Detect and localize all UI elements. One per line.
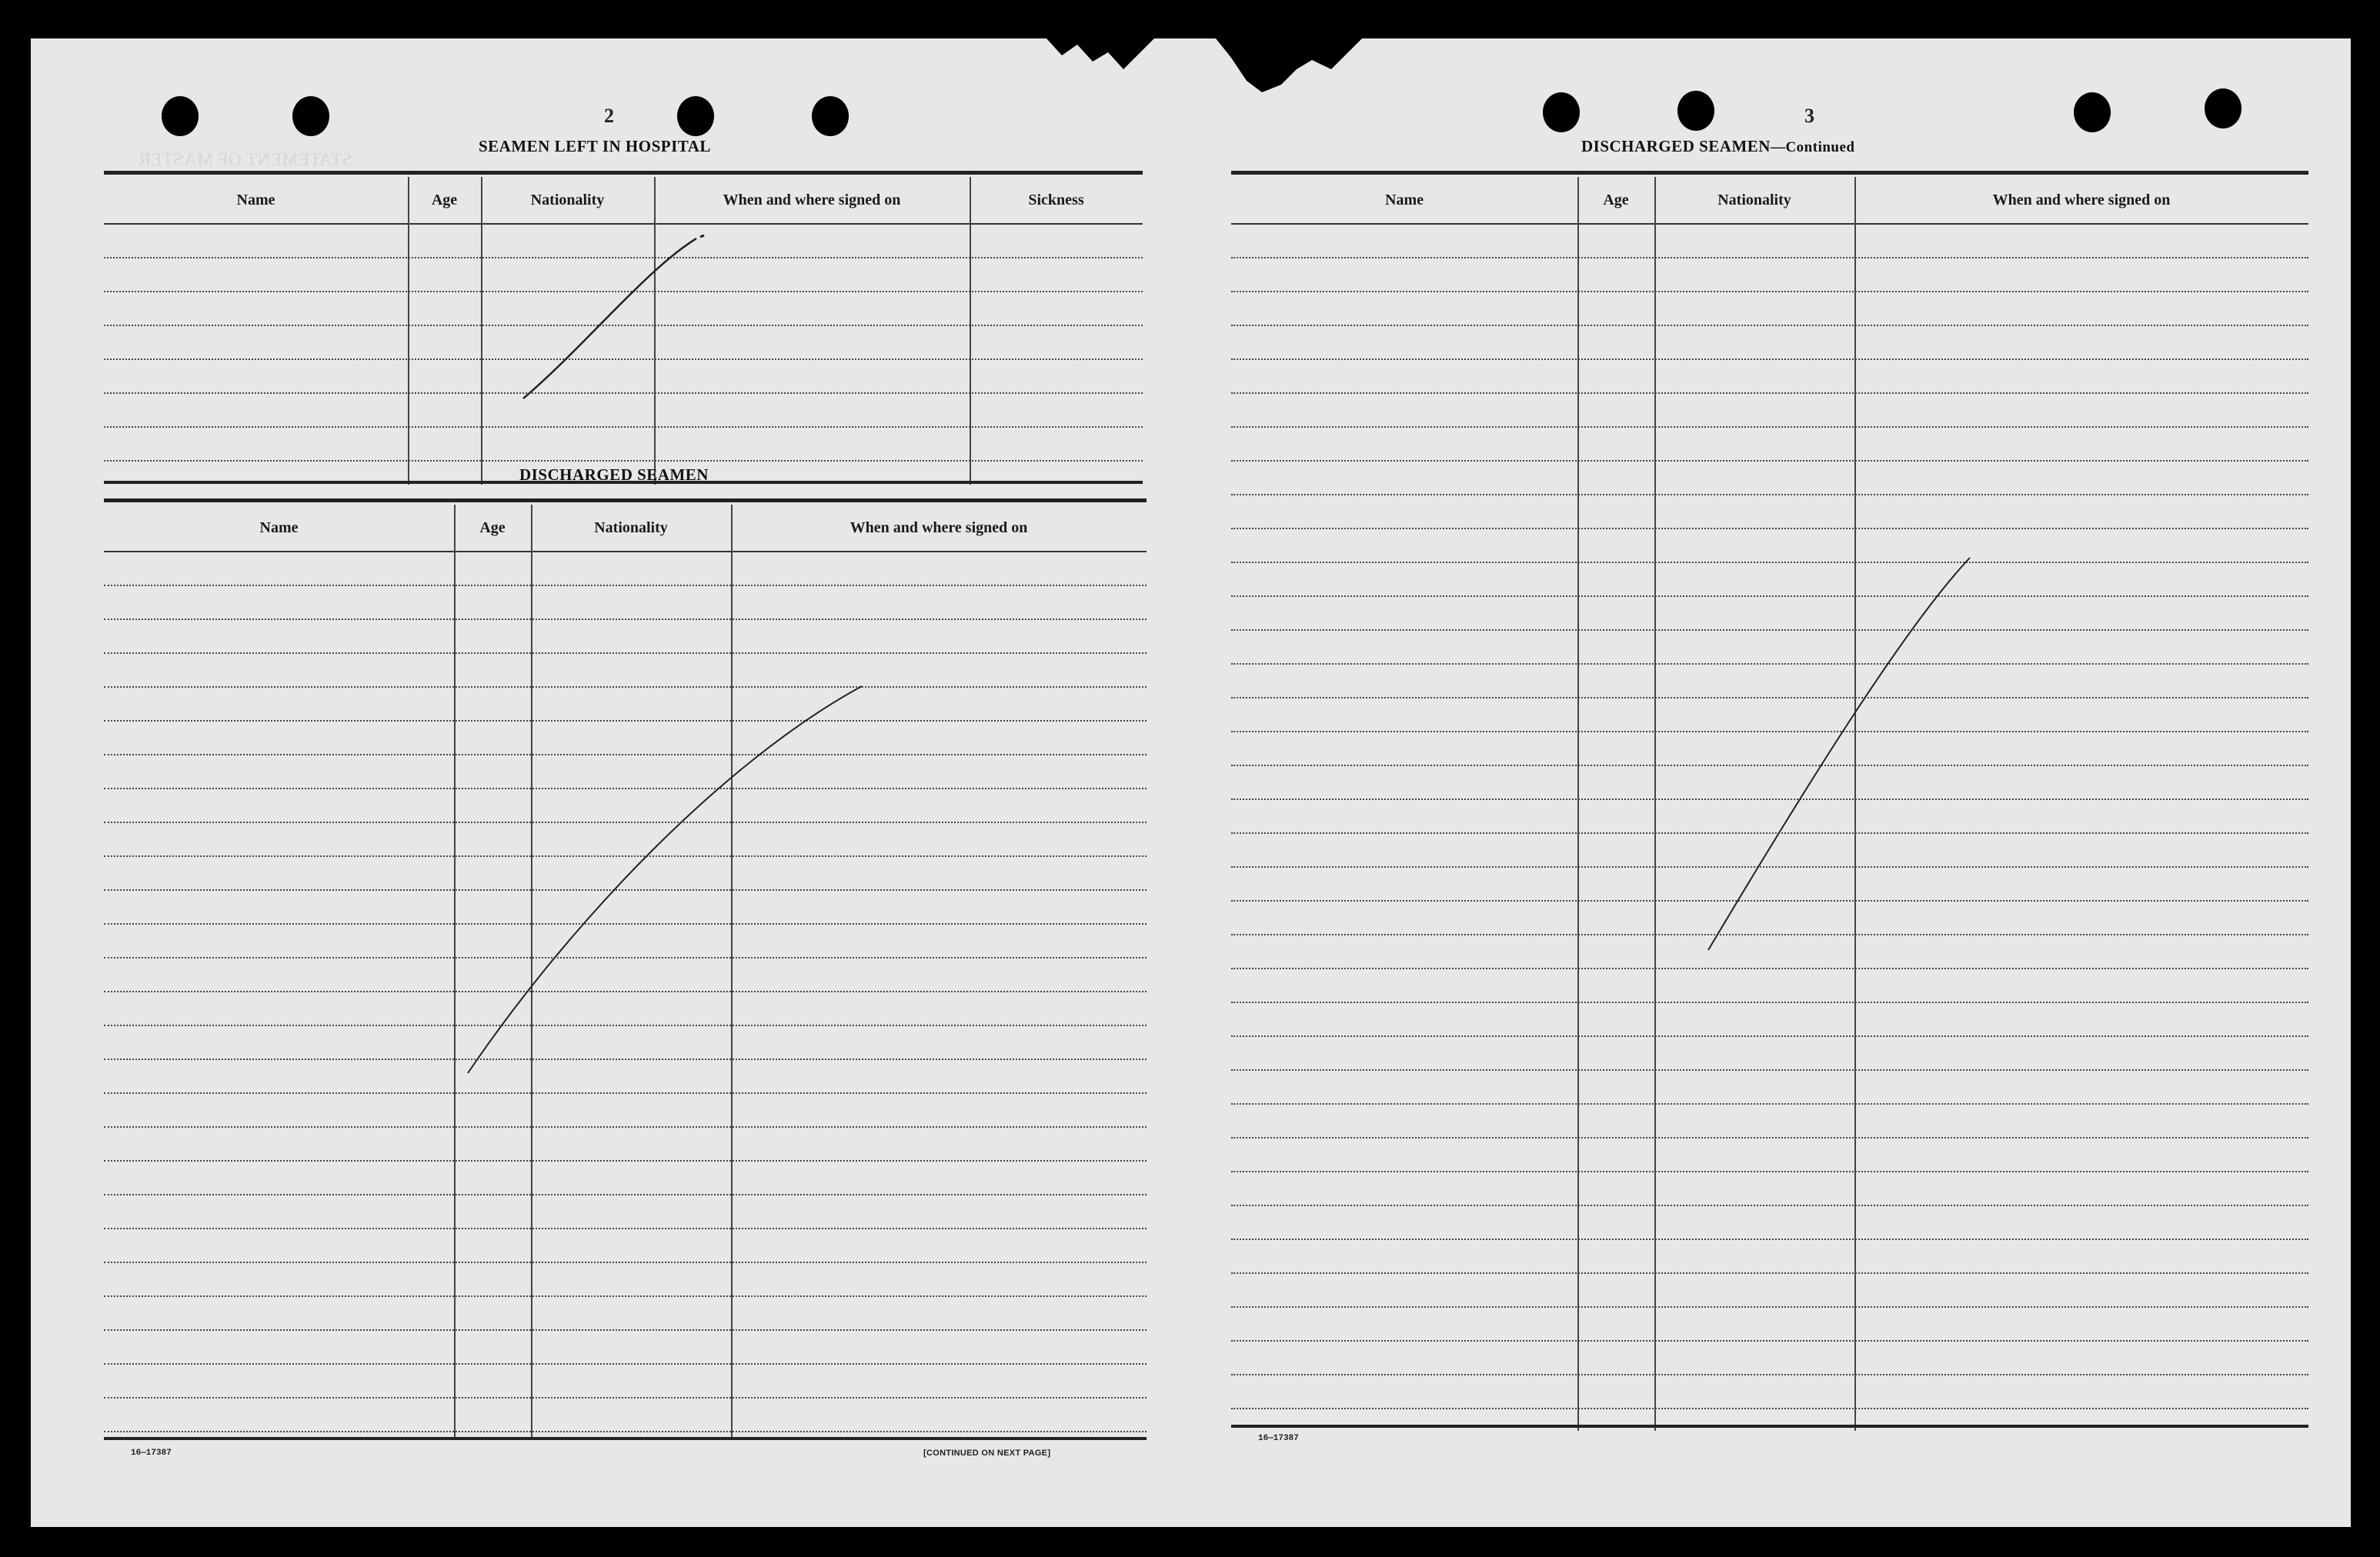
table-top-rule [104,171,1143,175]
table-row[interactable] [1231,1071,2308,1105]
bleed-through: STATEMENT OF MASTER [139,150,352,170]
table-row[interactable] [104,1263,1147,1297]
col-age: Age [479,519,506,536]
table-row[interactable] [1231,969,2308,1003]
continued-note: [CONTINUED ON NEXT PAGE] [923,1449,1051,1458]
col-nationality: Nationality [530,192,605,208]
table-top-rule [1231,171,2308,175]
table-row[interactable] [1231,800,2308,834]
table-row[interactable] [1231,935,2308,969]
table-row[interactable] [104,1162,1147,1195]
table-row[interactable] [1231,258,2308,292]
right-page [1231,38,2351,1527]
table-row[interactable] [104,1297,1147,1331]
table-rows [104,225,1143,462]
table-row[interactable] [104,225,1143,258]
table-row[interactable] [104,1026,1147,1060]
table-row[interactable] [1231,326,2308,360]
page-number: 3 [1804,105,1814,127]
col-name: Name [236,192,275,208]
table-row[interactable] [1231,1375,2308,1409]
table-row[interactable] [104,360,1143,394]
table-row[interactable] [1231,292,2308,326]
discharged-section-title: DISCHARGED SEAMEN [519,465,709,484]
table-row[interactable] [1231,766,2308,800]
table-bottom-rule [104,1437,1147,1440]
hospital-section-title: SEAMEN LEFT IN HOSPITAL [479,137,711,155]
col-sickness: Sickness [1028,192,1084,208]
table-rows [1231,225,2308,1409]
table-row[interactable] [104,394,1143,428]
table-header [104,177,1143,225]
hospital-table [104,177,1143,485]
form-code: 16—17387 [1258,1434,1299,1443]
col-age: Age [431,192,458,208]
table-bottom-rule [1231,1425,2308,1428]
table-row[interactable] [104,292,1143,326]
table-row[interactable] [1231,868,2308,902]
table-row[interactable] [1231,1037,2308,1071]
table-row[interactable] [1231,597,2308,631]
table-rows [104,552,1147,1432]
table-row[interactable] [1231,462,2308,495]
table-row[interactable] [1231,902,2308,935]
table-row[interactable] [1231,698,2308,732]
table-header [104,505,1147,552]
discharged-continued-table [1231,177,2308,1431]
table-row[interactable] [104,755,1147,789]
table-row[interactable] [104,925,1147,959]
document-sheet [31,38,2351,1527]
table-row[interactable] [104,992,1147,1026]
table-row[interactable] [104,891,1147,925]
table-row[interactable] [104,1365,1147,1399]
table-row[interactable] [104,959,1147,992]
table-row[interactable] [1231,1308,2308,1342]
left-page [31,38,1154,1527]
table-row[interactable] [104,1060,1147,1094]
table-row[interactable] [1231,529,2308,563]
title-suffix: —Continued [1770,139,1855,155]
table-row[interactable] [1231,665,2308,698]
col-name: Name [1385,192,1424,208]
table-row[interactable] [104,1229,1147,1263]
table-row[interactable] [104,586,1147,620]
table-row[interactable] [1231,631,2308,665]
table-header [1231,177,2308,225]
table-row[interactable] [104,552,1147,586]
table-row[interactable] [1231,1172,2308,1206]
col-nationality: Nationality [594,519,668,536]
discharged-continued-title [1581,137,1854,156]
col-nationality: Nationality [1717,192,1791,208]
table-row[interactable] [104,620,1147,654]
table-row[interactable] [104,823,1147,857]
table-row[interactable] [1231,1139,2308,1172]
col-signed-on: When and where signed on [1992,192,2171,208]
discharged-table [104,505,1147,1439]
form-code: 16—17387 [131,1449,172,1458]
col-age: Age [1603,192,1629,208]
table-top-rule [104,498,1147,502]
title-main: DISCHARGED SEAMEN [1581,137,1771,155]
table-row[interactable] [104,1331,1147,1365]
table-row[interactable] [104,258,1143,292]
table-row[interactable] [104,1128,1147,1162]
table-row[interactable] [1231,1342,2308,1375]
table-row[interactable] [104,1195,1147,1229]
table-row[interactable] [104,688,1147,722]
table-row[interactable] [1231,834,2308,868]
table-row[interactable] [104,654,1147,688]
table-row[interactable] [1231,1206,2308,1240]
table-row[interactable] [104,1094,1147,1128]
table-row[interactable] [1231,360,2308,394]
table-row[interactable] [1231,225,2308,258]
table-row[interactable] [1231,1105,2308,1139]
table-row[interactable] [1231,428,2308,462]
table-row[interactable] [1231,1240,2308,1274]
table-row[interactable] [1231,732,2308,766]
table-row[interactable] [104,326,1143,360]
col-name: Name [259,519,299,536]
table-row[interactable] [1231,394,2308,428]
table-row[interactable] [104,428,1143,462]
table-row[interactable] [104,722,1147,755]
table-row[interactable] [104,1399,1147,1432]
table-row[interactable] [1231,1274,2308,1308]
table-row[interactable] [104,857,1147,891]
table-row[interactable] [1231,563,2308,597]
table-row[interactable] [1231,495,2308,529]
table-row[interactable] [104,789,1147,823]
page-number: 2 [604,105,614,127]
col-signed-on: When and where signed on [723,192,901,208]
col-signed-on: When and where signed on [850,519,1028,536]
table-row[interactable] [1231,1003,2308,1037]
